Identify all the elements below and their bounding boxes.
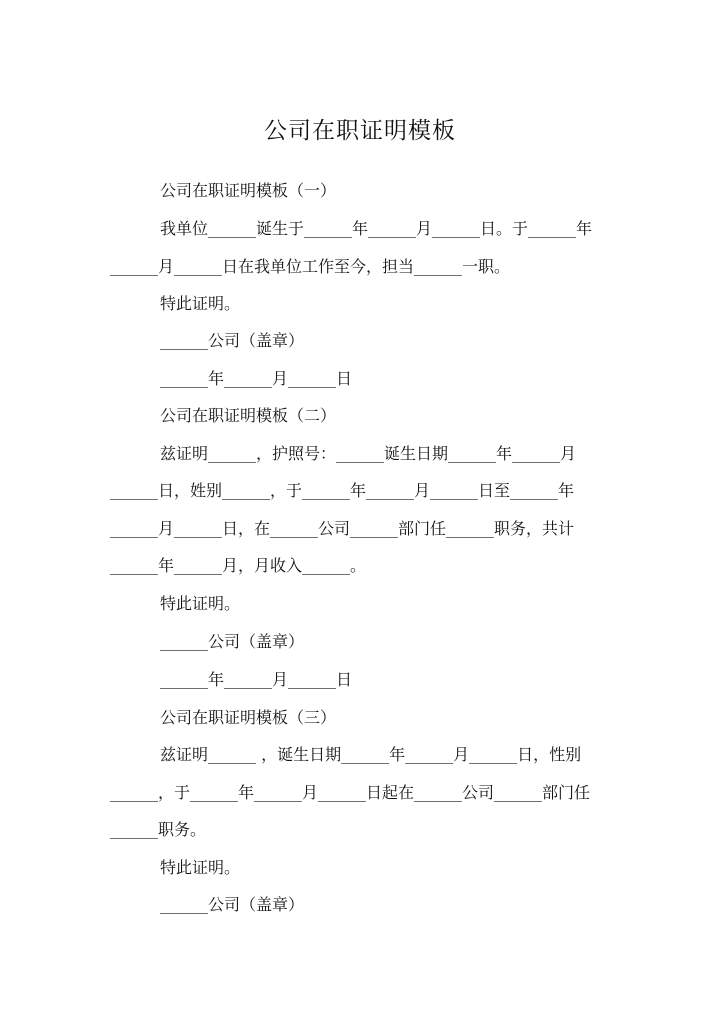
paragraph-line: 兹证明______，护照号：______诞生日期______年______月 [160, 444, 577, 463]
section-heading-1: 公司在职证明模板（一） [160, 181, 337, 200]
company-seal-line: ______公司（盖章） [160, 331, 305, 350]
paragraph-line: 我单位______诞生于______年______月______日。于______年 [160, 219, 593, 238]
paragraph-line: 兹证明______ ，诞生日期______年______月______日，性别 [160, 745, 582, 764]
paragraph-line: ______职务。 [110, 820, 207, 839]
paragraph-line: ______日，姓别______，于______年______月______日至______年 [110, 481, 575, 500]
date-line: ______年______月______日 [160, 670, 353, 689]
attestation-line: 特此证明。 [160, 294, 241, 313]
date-line: ______年______月______日 [160, 369, 353, 388]
company-seal-line: ______公司（盖章） [160, 895, 305, 914]
section-heading-3: 公司在职证明模板（三） [160, 708, 337, 727]
paragraph-line: ______月______日，在______公司______部门任______职务，共计 [110, 519, 575, 538]
paragraph-line: ______月______日在我单位工作至今，担当______一职。 [110, 257, 511, 276]
paragraph-line: ______年______月，月收入______。 [110, 556, 367, 575]
attestation-line: 特此证明。 [160, 594, 241, 613]
attestation-line: 特此证明。 [160, 858, 241, 877]
section-heading-2: 公司在职证明模板（二） [160, 406, 337, 425]
paragraph-line: ______，于______年______月______日起在______公司______部门任 [110, 783, 591, 802]
company-seal-line: ______公司（盖章） [160, 632, 305, 651]
document-title: 公司在职证明模板 [264, 118, 456, 144]
